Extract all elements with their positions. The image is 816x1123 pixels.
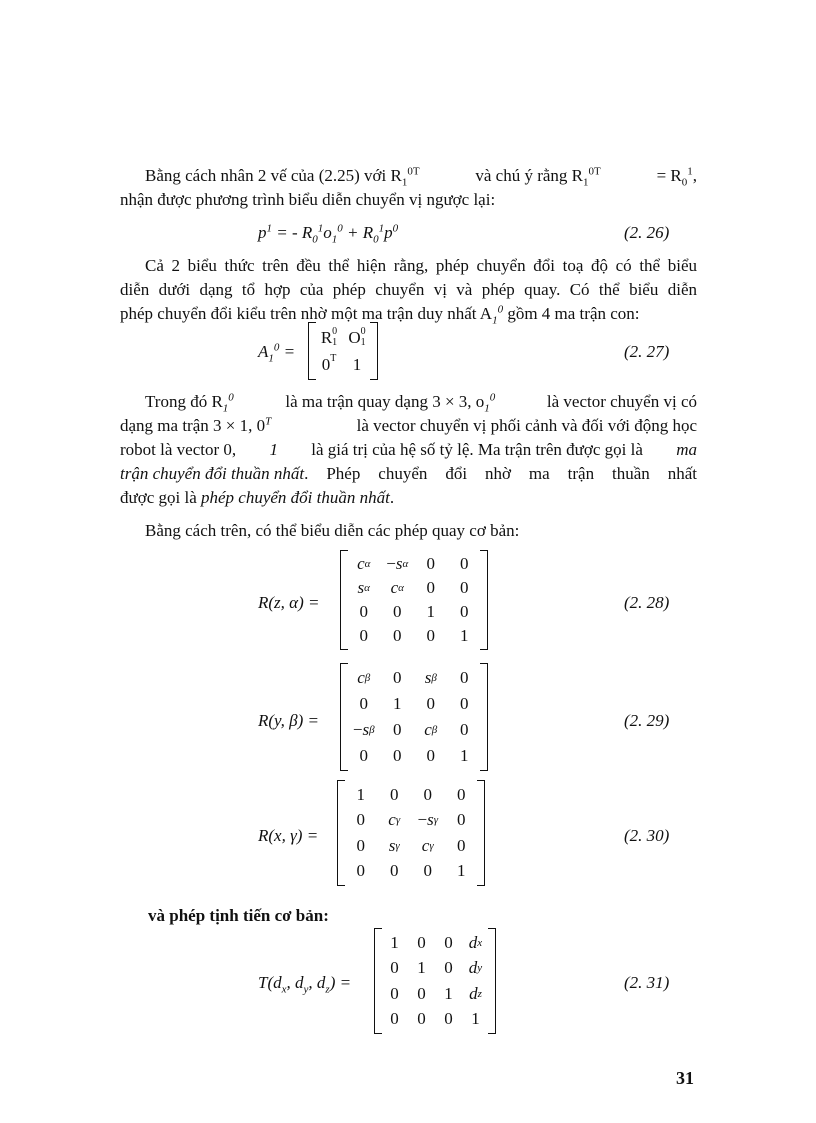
matrix-cell: 1: [417, 958, 426, 978]
matrix-cell: 0: [460, 720, 469, 739]
matrix-cell: d y: [468, 958, 483, 978]
para3-text-f: robot là vector 0,: [120, 440, 237, 459]
matrix-cell: 0: [457, 784, 466, 804]
para5: và phép tịnh tiến cơ bản:: [148, 906, 329, 925]
matrix-cell: 0: [393, 668, 402, 687]
equation-2-27-lhs: $A_1^0$ =: [258, 341, 296, 365]
matrix-cell: 0: [390, 784, 399, 804]
para3-text-i: được gọi là: [120, 488, 197, 507]
matrix-cell: 0: [390, 958, 399, 978]
matrix-cell: 0 T: [321, 353, 337, 374]
equation-label-2-26: (2. 26): [624, 223, 670, 242]
matrix-cell: 0: [426, 746, 435, 765]
para3-line3: [120, 439, 697, 461]
equation-2-30-lhs: R(x, γ) =: [258, 826, 319, 845]
para2-line2: diễn dưới dạng tổ hợp của phép chuyển vị và phép quay. Có thể biểu diễn: [120, 280, 697, 299]
matrix-cell: 1: [356, 784, 365, 804]
para1-text-b: và chú ý rằng R: [475, 166, 584, 185]
matrix-cell: 1: [460, 626, 469, 645]
para3-period: .: [389, 488, 395, 507]
matrix-cell: 0: [444, 1009, 453, 1029]
matrix-cell: 1: [390, 932, 399, 952]
matrix-cell: O 0 1: [348, 326, 366, 348]
matrix-cell: 0: [393, 626, 402, 645]
page-number: 31: [676, 1068, 694, 1088]
equation-label-2-30: (2. 30): [624, 826, 670, 845]
matrix-cell: 0: [423, 784, 432, 804]
matrix-cell: 0: [417, 983, 426, 1003]
para2-line1: Cả 2 biểu thức trên đều thể hiện rằng, phép chuyển đổi toạ độ có thể biểu: [145, 256, 697, 275]
matrix-cell: 0: [426, 578, 435, 597]
para3-text-one: 1: [269, 440, 278, 459]
matrix-cell: 0: [393, 746, 402, 765]
para3-line5: [120, 487, 394, 509]
matrix-cell: 0: [460, 554, 469, 573]
matrix-cell: 1: [471, 1009, 480, 1029]
equation-2-29-lhs: R(y, β) =: [258, 711, 320, 730]
para3-line4: [120, 463, 697, 485]
equation-label-2-27: (2. 27): [624, 342, 670, 361]
matrix-cell: d x: [468, 932, 483, 952]
para1-text-a: Bằng cách nhân 2 vế của (2.25) với R: [145, 166, 402, 185]
matrix-cell: 0: [390, 983, 399, 1003]
matrix-cell: 0: [390, 1009, 399, 1029]
matrix-cell: c β: [357, 668, 371, 687]
matrix-2-27: [308, 322, 378, 380]
matrix-cell: c γ: [421, 835, 434, 855]
equation-2-28-lhs: R(z, α) =: [258, 593, 320, 612]
matrix-cell: 0: [356, 861, 365, 881]
matrix-cell: c α: [390, 578, 404, 597]
para3-line1: Trong đó $R_1^0$ là ma trận quay dạng 3 × 3, $o_1^0$ là vector chuyển vị có: [145, 391, 697, 415]
matrix-cell: 0: [460, 668, 469, 687]
matrix-cell: 0: [359, 746, 368, 765]
matrix-cell: 0: [423, 861, 432, 881]
para3-line2: dạng ma trận 3 × 1, $0^T$ là vector chuyển vị phối cảnh và đối với động học: [120, 415, 697, 435]
matrix-cell: c γ: [388, 810, 401, 830]
matrix-cell: 0: [457, 835, 466, 855]
matrix-cell: − s α: [386, 554, 409, 573]
para3-text-g: là giá trị của hệ số tỷ lệ. Ma trận trên được gọi là: [311, 440, 643, 459]
matrix-cell: 0: [359, 602, 368, 621]
matrix-2-30: [337, 780, 485, 886]
matrix-cell: R 0 1: [320, 326, 338, 348]
equation-label-2-31: (2. 31): [624, 973, 670, 992]
para2-text-a: phép chuyển đổi kiểu trên nhờ một ma trận duy nhất A: [120, 304, 493, 323]
para4: Bằng cách trên, có thể biểu diễn các phép quay cơ bản:: [145, 521, 520, 540]
para2-text-b: gồm 4 ma trận con:: [507, 304, 640, 323]
para3-text-c: là vector chuyển vị có: [546, 392, 697, 411]
para1-line1: Bằng cách nhân 2 vế của (2.25) với $R_1^{0T}$ và chú ý rằng $R_1^{0T}$ = $R_0^1$,: [145, 165, 697, 189]
equation-label-2-28: (2. 28): [624, 593, 670, 612]
matrix-cell: 0: [356, 810, 365, 830]
matrix-cell: 1: [393, 694, 402, 713]
matrix-cell: 0: [460, 602, 469, 621]
matrix-cell: s β: [424, 668, 437, 687]
matrix-cell: 0: [417, 932, 426, 952]
matrix-cell: − s γ: [417, 810, 439, 830]
para3-text-b: là ma trận quay dạng 3 × 3, o: [285, 392, 485, 411]
equation-2-31-lhs: $T(d_x$, $d_y$, $d_z$) =: [258, 973, 352, 996]
equation-2-26: $p^1$ = - $R_0^1o_1^0 + R_0^1p^0$: [258, 222, 399, 246]
para3-text-e: là vector chuyển vị phối cảnh và đối với động học: [356, 416, 697, 435]
para2-line3: phép chuyển đổi kiểu trên nhờ một ma trận duy nhất $A_1^0$ gồm 4 ma trận con:: [120, 303, 640, 327]
matrix-cell: 1: [352, 354, 362, 374]
matrix-cell: 0: [426, 626, 435, 645]
matrix-cell: 0: [457, 810, 466, 830]
matrix-cell: − s β: [352, 720, 375, 739]
matrix-cell: 0: [426, 554, 435, 573]
equation-label-2-29: (2. 29): [624, 711, 670, 730]
matrix-2-31: [374, 928, 496, 1034]
matrix-cell: 1: [426, 602, 435, 621]
matrix-cell: 0: [460, 694, 469, 713]
matrix-cell: 0: [393, 602, 402, 621]
matrix-cell: s γ: [388, 835, 400, 855]
para3-italic-term: trận chuyển đổi thuần nhất: [120, 464, 305, 483]
matrix-cell: 0: [390, 861, 399, 881]
matrix-cell: 0: [417, 1009, 426, 1029]
matrix-2-28: [340, 550, 488, 650]
matrix-cell: d z: [469, 983, 482, 1003]
para1-text-c: = R: [656, 166, 682, 185]
matrix-cell: 1: [444, 983, 453, 1003]
para3-text-d: dạng ma trận 3 × 1, 0: [120, 416, 266, 435]
para1-line2: nhận được phương trình biểu diễn chuyển vị ngược lại:: [120, 190, 496, 209]
matrix-cell: c β: [424, 720, 438, 739]
para3-text-ma: ma: [676, 440, 697, 459]
matrix-cell: 1: [460, 746, 469, 765]
matrix-cell: 0: [359, 626, 368, 645]
matrix-cell: 1: [457, 861, 466, 881]
matrix-2-29: [340, 663, 488, 771]
matrix-cell: 0: [444, 932, 453, 952]
para3-italic-term-2: phép chuyển đổi thuần nhất: [201, 488, 390, 507]
matrix-cell: 0: [359, 694, 368, 713]
matrix-cell: 0: [393, 720, 402, 739]
matrix-cell: 0: [426, 694, 435, 713]
matrix-cell: 0: [460, 578, 469, 597]
para3-text-h: . Phép chuyển đổi nhờ ma trận thuần nhất: [304, 464, 697, 483]
para3-text-a: Trong đó R: [145, 392, 223, 411]
matrix-cell: 0: [444, 958, 453, 978]
matrix-cell: c α: [357, 554, 371, 573]
matrix-cell: s α: [357, 578, 370, 597]
matrix-cell: 0: [356, 835, 365, 855]
